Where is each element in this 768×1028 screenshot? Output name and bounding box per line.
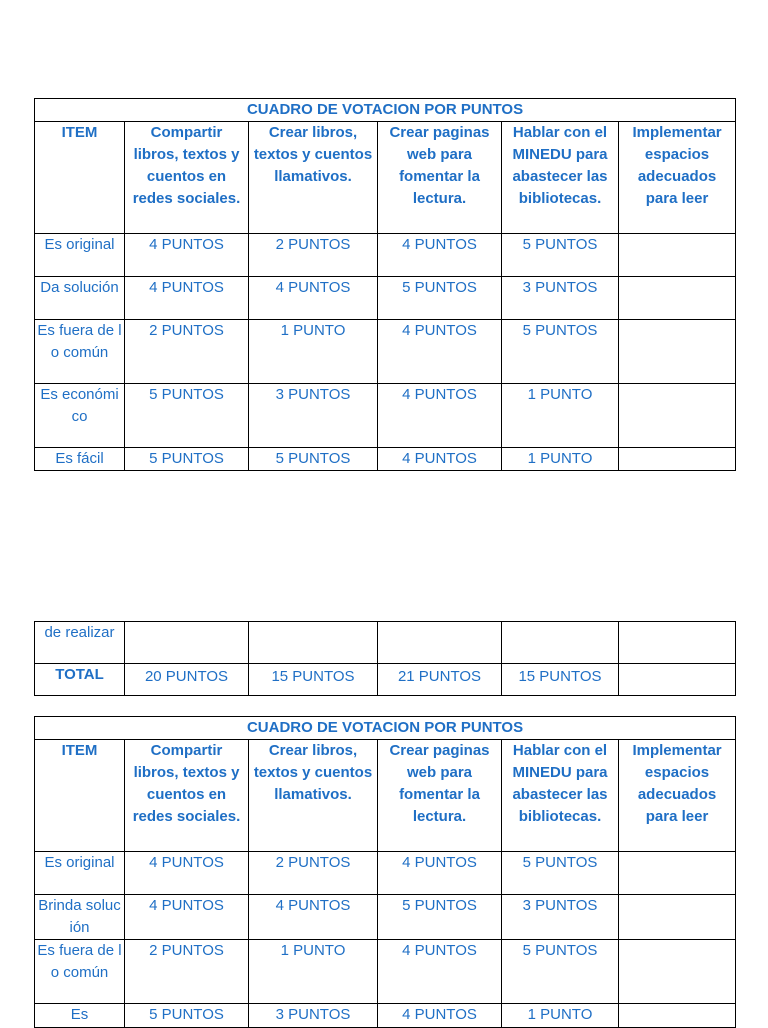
table-row — [35, 384, 736, 448]
cell: 5 PUNTOS — [502, 234, 619, 277]
cell: 4 PUNTOS — [125, 895, 249, 940]
cell: 5 PUNTOS — [502, 852, 619, 895]
row-label: Es fuera de lo común — [35, 940, 125, 1004]
cell: 4 PUNTOS — [249, 895, 378, 940]
cell: 5 PUNTOS — [249, 448, 378, 471]
table-row — [35, 320, 736, 384]
column-header: Crear libros, textos y cuentos llamativos. — [249, 122, 378, 234]
cell: 5 PUNTOS — [125, 384, 249, 448]
total-cell — [619, 664, 736, 696]
table-title: CUADRO DE VOTACION POR PUNTOS — [35, 717, 736, 740]
cell — [125, 622, 249, 664]
column-header: Implementar espacios adecuados para leer — [619, 122, 736, 234]
cell: 2 PUNTOS — [249, 852, 378, 895]
column-header: Crear paginas web para fomentar la lectura. — [378, 740, 502, 852]
total-cell: 21 PUNTOS — [378, 664, 502, 696]
table-row — [35, 895, 736, 940]
row-label: Es original — [35, 852, 125, 895]
table-row — [35, 277, 736, 320]
cell: 1 PUNTO — [502, 448, 619, 471]
column-header: Crear paginas web para fomentar la lectura. — [378, 122, 502, 234]
cell — [619, 622, 736, 664]
cell — [502, 622, 619, 664]
cell — [378, 622, 502, 664]
cell: 4 PUNTOS — [125, 234, 249, 277]
table-row — [35, 622, 736, 664]
cell: 2 PUNTOS — [125, 320, 249, 384]
cell: 3 PUNTOS — [249, 1004, 378, 1028]
cell: 5 PUNTOS — [378, 277, 502, 320]
cell: 5 PUNTOS — [125, 1004, 249, 1028]
cell: 5 PUNTOS — [125, 448, 249, 471]
row-label: Es económico — [35, 384, 125, 448]
row-label: Es — [35, 1004, 125, 1028]
total-cell: 15 PUNTOS — [502, 664, 619, 696]
table-row — [35, 234, 736, 277]
voting-table-1 — [34, 98, 736, 471]
column-header: Crear libros, textos y cuentos llamativos. — [249, 740, 378, 852]
table-title: CUADRO DE VOTACION POR PUNTOS — [35, 99, 736, 122]
cell: 5 PUNTOS — [502, 320, 619, 384]
cell — [619, 277, 736, 320]
cell — [619, 320, 736, 384]
cell: 4 PUNTOS — [125, 852, 249, 895]
cell: 3 PUNTOS — [502, 277, 619, 320]
column-header: Compartir libros, textos y cuentos en redes sociales. — [125, 122, 249, 234]
cell: 1 PUNTO — [249, 940, 378, 1004]
row-label: Es fácil — [35, 448, 125, 471]
table-row — [35, 940, 736, 1004]
cell: 4 PUNTOS — [378, 234, 502, 277]
cell — [619, 448, 736, 471]
column-header: Hablar con el MINEDU para abastecer las bibliotecas. — [502, 122, 619, 234]
cell: 1 PUNTO — [502, 384, 619, 448]
cell: 4 PUNTOS — [378, 320, 502, 384]
total-row — [35, 664, 736, 696]
total-cell: 20 PUNTOS — [125, 664, 249, 696]
cell — [249, 622, 378, 664]
cell — [619, 940, 736, 1004]
cell — [619, 384, 736, 448]
total-cell: 15 PUNTOS — [249, 664, 378, 696]
column-header: Compartir libros, textos y cuentos en redes sociales. — [125, 740, 249, 852]
cell: 4 PUNTOS — [378, 852, 502, 895]
cell: 2 PUNTOS — [125, 940, 249, 1004]
cell — [619, 234, 736, 277]
column-header: Hablar con el MINEDU para abastecer las bibliotecas. — [502, 740, 619, 852]
cell: 4 PUNTOS — [249, 277, 378, 320]
cell: 4 PUNTOS — [378, 1004, 502, 1028]
voting-table-2 — [34, 716, 736, 1028]
cell: 1 PUNTO — [249, 320, 378, 384]
cell: 1 PUNTO — [502, 1004, 619, 1028]
table-row — [35, 852, 736, 895]
total-label: TOTAL — [35, 664, 125, 696]
cell: 5 PUNTOS — [502, 940, 619, 1004]
cell: 4 PUNTOS — [378, 384, 502, 448]
cell: 4 PUNTOS — [378, 940, 502, 1004]
column-header: Implementar espacios adecuados para leer — [619, 740, 736, 852]
column-header-item: ITEM — [35, 740, 125, 852]
row-label: Es fuera de lo común — [35, 320, 125, 384]
cell: 5 PUNTOS — [378, 895, 502, 940]
cell — [619, 852, 736, 895]
cell: 4 PUNTOS — [125, 277, 249, 320]
row-label: Da solución — [35, 277, 125, 320]
voting-table-1-continued — [34, 621, 736, 696]
row-label: Brinda solución — [35, 895, 125, 940]
cell — [619, 895, 736, 940]
cell: 4 PUNTOS — [378, 448, 502, 471]
cell: 3 PUNTOS — [502, 895, 619, 940]
cell: 2 PUNTOS — [249, 234, 378, 277]
table-row — [35, 448, 736, 471]
column-header-item: ITEM — [35, 122, 125, 234]
row-label: de realizar — [35, 622, 125, 664]
cell: 3 PUNTOS — [249, 384, 378, 448]
row-label: Es original — [35, 234, 125, 277]
